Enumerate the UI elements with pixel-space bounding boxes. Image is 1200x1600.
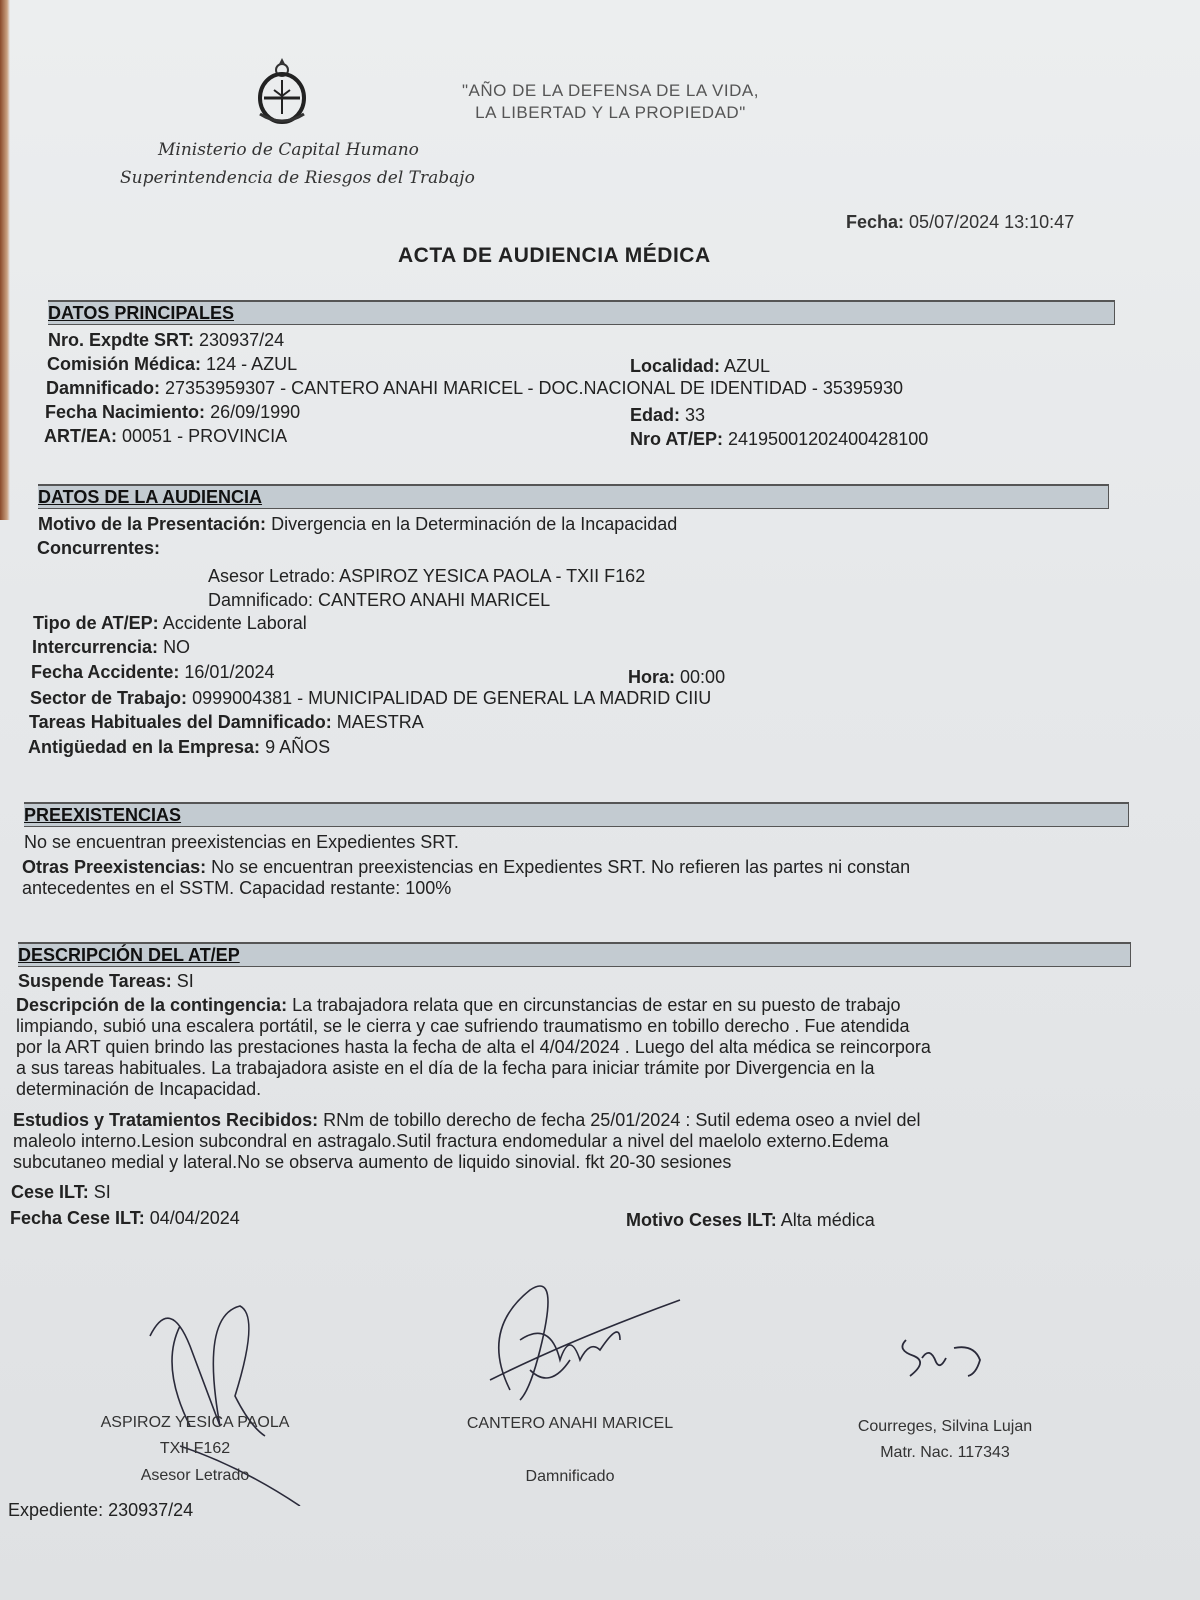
preexistencias-line: No se encuentran preexistencias en Expedientes SRT.: [24, 832, 459, 852]
date-label: Fecha:: [846, 212, 905, 232]
signature-asesor-matricula: TXII F162: [159, 1440, 231, 1457]
field-intercurrencia: Intercurrencia: NO: [32, 637, 191, 657]
field-comision: Comisión Médica: 124 - AZUL: [47, 354, 298, 374]
signature-asesor-role: Asesor Letrado: [140, 1467, 250, 1484]
footer-expediente: Expediente: 230937/24: [8, 1500, 194, 1520]
field-concurrentes: Concurrentes:: [37, 538, 161, 558]
section-heading-datos-audiencia: DATOS DE LA AUDIENCIA: [38, 484, 1109, 509]
field-motivo-cese-ilt: Motivo Ceses ILT: Alta médica: [626, 1210, 875, 1230]
field-nro-atep: Nro AT/EP: 24195001202400428100: [630, 429, 929, 449]
field-edad: Edad: 33: [630, 405, 706, 425]
section-heading-descripcion: DESCRIPCIÓN DEL AT/EP: [18, 942, 1131, 967]
field-damnificado: Damnificado: 27353959307 - CANTERO ANAHI MARICEL - DOC.NACIONAL DE IDENTIDAD - 35395930: [46, 378, 903, 398]
national-seal-icon: [254, 56, 310, 126]
field-cese-ilt: Cese ILT: SI: [11, 1182, 111, 1202]
field-localidad: Localidad: AZUL: [630, 356, 771, 376]
motto-line: LA LIBERTAD Y LA PROPIEDAD": [475, 103, 746, 122]
ministry-name: Ministerio de Capital Humano: [158, 140, 419, 160]
field-fecha-nacimiento: Fecha Nacimiento: 26/09/1990: [45, 402, 301, 422]
superintendency-name: Superintendencia de Riesgos del Trabajo: [120, 168, 475, 188]
field-fecha-cese-ilt: Fecha Cese ILT: 04/04/2024: [10, 1208, 240, 1228]
field-sector: Sector de Trabajo: 0999004381 - MUNICIPALIDAD DE GENERAL LA MADRID CIIU: [30, 688, 712, 708]
field-antiguedad: Antigüedad en la Empresa: 9 AÑOS: [28, 737, 331, 757]
field-contingencia: Descripción de la contingencia: La trabajadora relata que en circunstancias de estar en su puesto de trabajo limpiando, subió una escalera portátil, se le cierra y cae sufriendo traumatismo en tobillo derecho . Fue atendida por la ART quien brindo las prestaciones hasta la fecha de alta el 4/04/2024 . Luego del alta médica se reincorpora a sus tareas habituales. La trabajadora asiste en el día de la fecha para iniciar trámite por Divergencia en la determinación de Incapacidad.: [16, 995, 931, 1099]
concurrente-damnificado: Damnificado: CANTERO ANAHI MARICEL: [208, 590, 551, 610]
signature-asesor-name: ASPIROZ YESICA PAOLA: [100, 1414, 290, 1431]
field-tareas: Tareas Habituales del Damnificado: MAESTRA: [29, 712, 424, 732]
section-heading-preexistencias: PREEXISTENCIAS: [24, 802, 1129, 827]
field-art: ART/EA: 00051 - PROVINCIA: [44, 426, 288, 446]
field-motivo: Motivo de la Presentación: Divergencia en la Determinación de la Incapacidad: [38, 514, 678, 534]
field-estudios: Estudios y Tratamientos Recibidos: RNm de tobillo derecho de fecha 25/01/2024 : Sutil edema oseo a nviel del maleolo interno.Lesion subcondral en astragalo.Sutil fractura endomedular a nivel del maelolo externo.Edema subcutaneo medial y lateral.No se observa aumento de liquido sinovial. fkt 20-30 sesiones: [13, 1110, 921, 1172]
concurrente-asesor: Asesor Letrado: ASPIROZ YESICA PAOLA - TXII F162: [208, 566, 646, 586]
field-tipo-atep: Tipo de AT/EP: Accidente Laboral: [33, 613, 307, 633]
page-edge: [0, 0, 10, 520]
signature-medico-name: Courreges, Silvina Lujan: [857, 1418, 1033, 1435]
motto-line: "AÑO DE LA DEFENSA DE LA VIDA,: [462, 81, 759, 100]
date-value: 05/07/2024 13:10:47: [909, 212, 1075, 232]
document-date: [846, 212, 1074, 233]
field-otras-preexistencias: Otras Preexistencias: No se encuentran preexistencias en Expedientes SRT. No refieren las partes ni constan antecedentes en el SSTM. Capacidad restante: 100%: [22, 857, 911, 898]
signature-medico-matricula: Matr. Nac. 117343: [880, 1444, 1010, 1461]
signature-medico-icon: [894, 1330, 1004, 1390]
field-hora: Hora: 00:00: [628, 667, 726, 687]
signature-damnificado-name: CANTERO ANAHI MARICEL: [466, 1415, 674, 1432]
official-motto: [462, 80, 759, 124]
signature-damnificado-icon: [470, 1270, 690, 1420]
field-suspende-tareas: Suspende Tareas: SI: [18, 971, 194, 991]
section-heading-datos-principales: DATOS PRINCIPALES: [48, 300, 1115, 325]
signature-damnificado-role: Damnificado: [525, 1468, 615, 1485]
field-expediente: Nro. Expdte SRT: 230937/24: [48, 330, 285, 350]
document-title: ACTA DE AUDIENCIA MÉDICA: [398, 244, 711, 267]
field-fecha-accidente: Fecha Accidente: 16/01/2024: [31, 662, 275, 682]
